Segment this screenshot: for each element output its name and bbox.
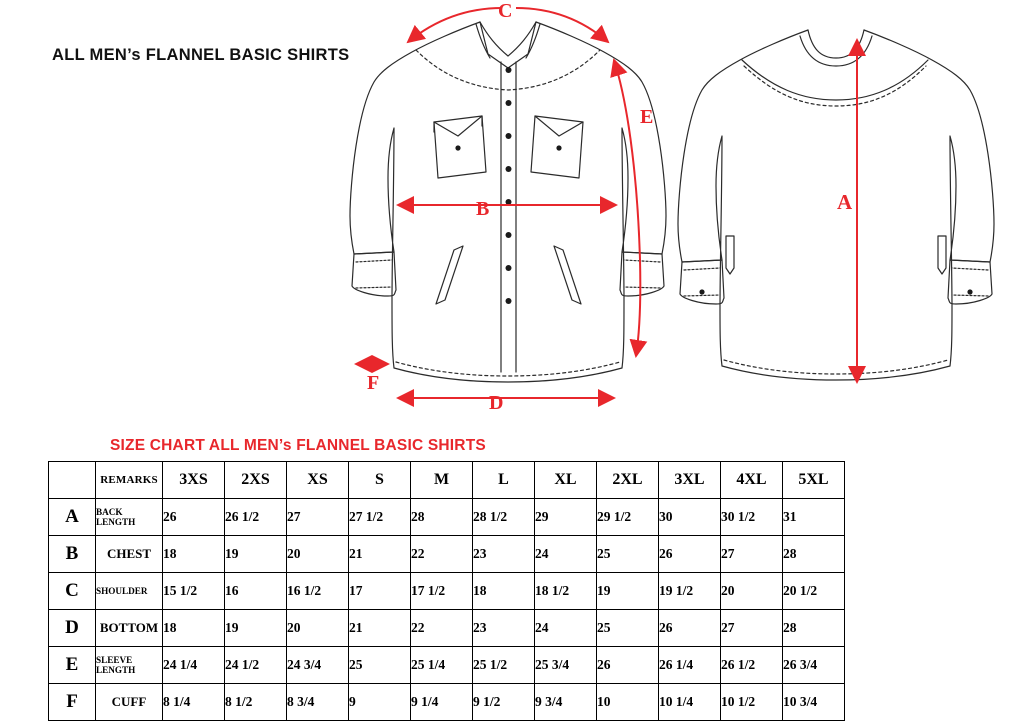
cell-e-l: 25 1/2 [473, 647, 535, 684]
row-letter-f: F [49, 684, 96, 721]
cell-d-s: 21 [349, 610, 411, 647]
cell-e-3xl: 26 1/4 [659, 647, 721, 684]
table-row [49, 536, 845, 573]
header-letter-blank [49, 462, 96, 499]
cell-d-2xl: 25 [597, 610, 659, 647]
cell-a-2xs: 26 1/2 [225, 499, 287, 536]
cell-a-s: 27 1/2 [349, 499, 411, 536]
dimension-label-b: B [476, 198, 490, 220]
cell-c-s: 17 [349, 573, 411, 610]
dimension-label-d: D [489, 392, 504, 414]
cell-c-xs: 16 1/2 [287, 573, 349, 610]
table-header-row [49, 462, 845, 499]
header-size-l: L [473, 462, 535, 499]
cell-b-2xl: 25 [597, 536, 659, 573]
cell-d-5xl: 28 [783, 610, 845, 647]
cell-c-3xs: 15 1/2 [163, 573, 225, 610]
dimension-label-a: A [837, 190, 853, 214]
cell-d-2xs: 19 [225, 610, 287, 647]
header-remarks: REMARKS [96, 462, 163, 499]
cell-e-5xl: 26 3/4 [783, 647, 845, 684]
row-remark-f: CUFF [96, 684, 163, 721]
table-row [49, 647, 845, 684]
cell-e-4xl: 26 1/2 [721, 647, 783, 684]
dimension-label-f: F [367, 372, 380, 394]
cell-b-4xl: 27 [721, 536, 783, 573]
cell-e-2xs: 24 1/2 [225, 647, 287, 684]
cell-e-xl: 25 3/4 [535, 647, 597, 684]
cell-f-2xs: 8 1/2 [225, 684, 287, 721]
header-size-xl: XL [535, 462, 597, 499]
cell-d-4xl: 27 [721, 610, 783, 647]
dimension-label-e: E [640, 106, 654, 128]
cell-b-5xl: 28 [783, 536, 845, 573]
cell-c-4xl: 20 [721, 573, 783, 610]
cell-a-l: 28 1/2 [473, 499, 535, 536]
row-remark-d: BOTTOM [96, 610, 163, 647]
cell-f-l: 9 1/2 [473, 684, 535, 721]
table-row [49, 573, 845, 610]
cell-f-3xs: 8 1/4 [163, 684, 225, 721]
row-letter-a: A [49, 499, 96, 536]
cell-b-3xs: 18 [163, 536, 225, 573]
cell-e-3xs: 24 1/4 [163, 647, 225, 684]
row-remark-e: SLEEVE LENGTH [96, 647, 163, 684]
cell-b-l: 23 [473, 536, 535, 573]
cell-a-5xl: 31 [783, 499, 845, 536]
cell-d-m: 22 [411, 610, 473, 647]
table-row [49, 684, 845, 721]
header-size-s: S [349, 462, 411, 499]
cell-b-m: 22 [411, 536, 473, 573]
cell-e-s: 25 [349, 647, 411, 684]
header-size-5xl: 5XL [783, 462, 845, 499]
cell-a-xs: 27 [287, 499, 349, 536]
cell-f-m: 9 1/4 [411, 684, 473, 721]
cell-a-3xs: 26 [163, 499, 225, 536]
row-letter-d: D [49, 610, 96, 647]
row-letter-e: E [49, 647, 96, 684]
cell-d-3xl: 26 [659, 610, 721, 647]
cell-b-2xs: 19 [225, 536, 287, 573]
row-letter-b: B [49, 536, 96, 573]
size-chart-title: SIZE CHART ALL MEN’s FLANNEL BASIC SHIRTS [110, 437, 486, 454]
cell-f-s: 9 [349, 684, 411, 721]
cell-f-xs: 8 3/4 [287, 684, 349, 721]
cell-f-4xl: 10 1/2 [721, 684, 783, 721]
table-row [49, 499, 845, 536]
cell-a-xl: 29 [535, 499, 597, 536]
cell-a-2xl: 29 1/2 [597, 499, 659, 536]
row-remark-c: SHOULDER [96, 573, 163, 610]
cell-d-xs: 20 [287, 610, 349, 647]
cell-b-3xl: 26 [659, 536, 721, 573]
header-size-xs: XS [287, 462, 349, 499]
row-remark-a: BACK LENGTH [96, 499, 163, 536]
cell-c-xl: 18 1/2 [535, 573, 597, 610]
table-row [49, 610, 845, 647]
cell-c-3xl: 19 1/2 [659, 573, 721, 610]
cell-f-5xl: 10 3/4 [783, 684, 845, 721]
cell-f-2xl: 10 [597, 684, 659, 721]
cell-c-5xl: 20 1/2 [783, 573, 845, 610]
row-remark-b: CHEST [96, 536, 163, 573]
cell-a-3xl: 30 [659, 499, 721, 536]
header-size-m: M [411, 462, 473, 499]
cell-d-xl: 24 [535, 610, 597, 647]
cell-f-xl: 9 3/4 [535, 684, 597, 721]
size-chart-table [48, 461, 845, 721]
cell-d-3xs: 18 [163, 610, 225, 647]
cell-e-m: 25 1/4 [411, 647, 473, 684]
cell-e-2xl: 26 [597, 647, 659, 684]
header-size-2xs: 2XS [225, 462, 287, 499]
header-size-3xs: 3XS [163, 462, 225, 499]
cell-b-xl: 24 [535, 536, 597, 573]
cell-d-l: 23 [473, 610, 535, 647]
cell-c-l: 18 [473, 573, 535, 610]
cell-b-s: 21 [349, 536, 411, 573]
cell-b-xs: 20 [287, 536, 349, 573]
header-size-2xl: 2XL [597, 462, 659, 499]
shirt-illustration [330, 0, 1020, 430]
cell-c-m: 17 1/2 [411, 573, 473, 610]
cell-a-m: 28 [411, 499, 473, 536]
header-size-3xl: 3XL [659, 462, 721, 499]
page-title: ALL MEN’s FLANNEL BASIC SHIRTS [52, 46, 350, 64]
cell-c-2xs: 16 [225, 573, 287, 610]
cell-e-xs: 24 3/4 [287, 647, 349, 684]
dimension-label-c: C [498, 0, 513, 22]
row-letter-c: C [49, 573, 96, 610]
cell-c-2xl: 19 [597, 573, 659, 610]
cell-f-3xl: 10 1/4 [659, 684, 721, 721]
header-size-4xl: 4XL [721, 462, 783, 499]
cell-a-4xl: 30 1/2 [721, 499, 783, 536]
